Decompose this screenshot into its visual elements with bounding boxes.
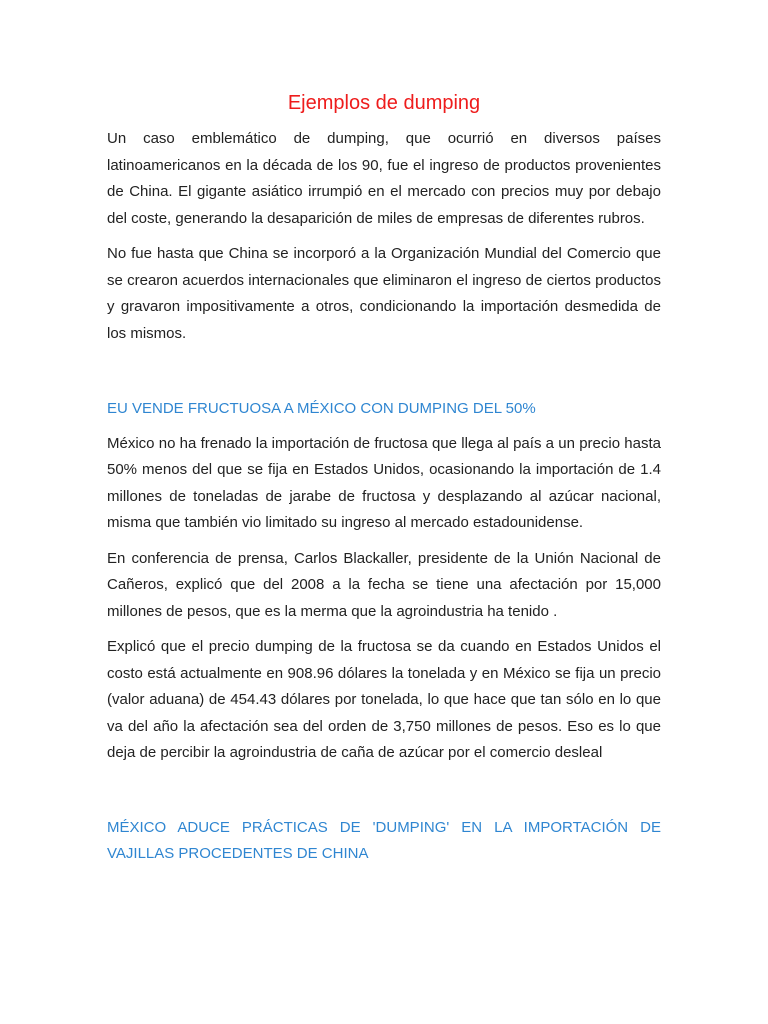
- intro-paragraph-2: No fue hasta que China se incorporó a la Organización Mundial del Comercio que se crearon acuerdos internacionales que eliminaron el ingreso de ciertos productos y gravaron impositivamente a otros, condicionando la importación desmedida de los mismos.: [107, 245, 661, 342]
- document-title: Ejemplos de dumping: [287, 92, 481, 114]
- fructosa-paragraph-2: En conferencia de prensa, Carlos Blackaller, presidente de la Unión Nacional de Cañeros, explicó que del 2008 a la fecha se tiene una afectación por 15,000 millones de pesos, que es la merma que la agroindustria ha tenido .: [107, 549, 661, 620]
- document-page: [107, 88, 661, 868]
- intro-paragraph-1: Un caso emblemático de dumping, que ocurrió en diversos países latinoamericanos en la década de los 90, fue el ingreso de productos provenientes de China. El gigante asiático irrumpió en el mercado con precios muy por debajo del coste, generando la desaparición de miles de empresas de diferentes rubros.: [107, 130, 661, 227]
- section-heading-vajillas: MÉXICO ADUCE PRÁCTICAS DE 'DUMPING' EN LA IMPORTACIÓN DE VAJILLAS PROCEDENTES DE CHINA: [107, 818, 661, 862]
- fructosa-paragraph-1: México no ha frenado la importación de fructosa que llega al país a un precio hasta 50% menos del que se fija en Estados Unidos, ocasionando la importación de 1.4 millones de toneladas de jarabe de fructosa y desplazando al azúcar nacional, misma que también vio limitado su ingreso al mercado estadounidense.: [107, 434, 661, 531]
- fructosa-paragraph-3: Explicó que el precio dumping de la fructosa se da cuando en Estados Unidos el costo está actualmente en 908.96 dólares la tonelada y en México se fija un precio (valor aduana) de 454.43 dólares por tonelada, lo que hace que tan sólo en lo que va del año la afectación sea del orden de 3,750 millones de pesos. Eso es lo que deja de percibir la agroindustria de caña de azúcar por el comercio desleal: [107, 638, 661, 761]
- section-heading-fructosa: EU VENDE FRUCTUOSA A MÉXICO CON DUMPING DEL 50%: [107, 400, 536, 417]
